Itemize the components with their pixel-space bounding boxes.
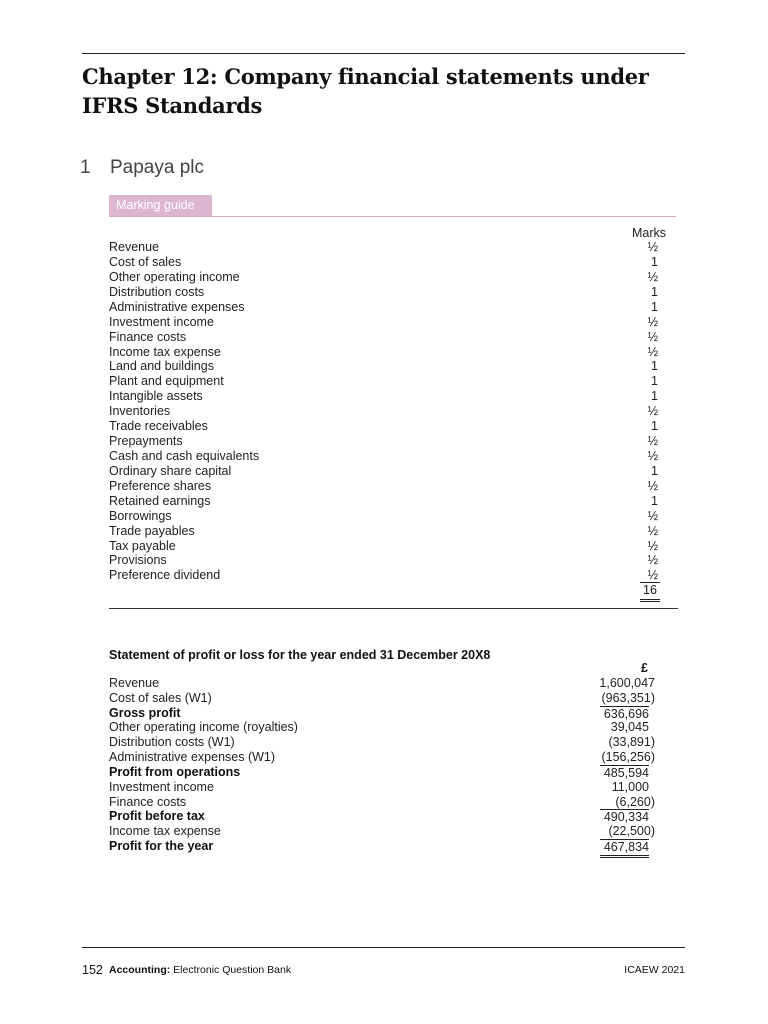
item-label: Distribution costs	[109, 285, 205, 299]
list-item	[109, 434, 666, 449]
marking-guide-badge: Marking guide	[109, 195, 212, 216]
row-amount: 490,334	[600, 809, 649, 825]
item-label: Other operating income	[109, 270, 240, 284]
item-label: Inventories	[109, 404, 171, 418]
list-item	[109, 568, 666, 583]
item-mark: ½	[647, 568, 658, 582]
item-mark: 1	[651, 285, 658, 299]
table-row	[109, 809, 654, 824]
table-row	[109, 795, 654, 810]
row-label: Profit before tax	[109, 809, 205, 823]
row-amount: (6,260)	[615, 795, 655, 809]
list-item	[109, 345, 666, 360]
footer-book-title	[109, 963, 291, 977]
item-mark: 1	[651, 389, 658, 403]
row-label: Finance costs	[109, 795, 187, 809]
item-mark: ½	[647, 509, 658, 523]
table-row	[109, 780, 654, 795]
item-mark: 1	[651, 359, 658, 373]
item-label: Borrowings	[109, 509, 172, 523]
marks-total-value: 16	[640, 582, 660, 602]
item-label: Investment income	[109, 315, 214, 329]
row-label: Investment income	[109, 780, 214, 794]
item-mark: ½	[647, 479, 658, 493]
item-label: Preference shares	[109, 479, 212, 493]
list-item	[109, 240, 666, 255]
footer-book-rest: Electronic Question Bank	[173, 964, 292, 976]
item-label: Preference dividend	[109, 568, 221, 582]
item-label: Income tax expense	[109, 345, 221, 359]
row-label: Cost of sales (W1)	[109, 691, 212, 705]
item-mark: ½	[647, 553, 658, 567]
item-label: Intangible assets	[109, 389, 203, 403]
list-item	[109, 255, 666, 270]
row-label: Gross profit	[109, 706, 181, 720]
item-mark: ½	[647, 539, 658, 553]
list-item	[109, 509, 666, 524]
row-label: Other operating income (royalties)	[109, 720, 298, 734]
chapter-title: Chapter 12: Company financial statements under IFRS Standards	[82, 64, 649, 118]
row-label: Distribution costs (W1)	[109, 735, 235, 749]
statement-title: Statement of profit or loss for the year ended 31 December 20X8	[109, 648, 491, 662]
list-item	[109, 315, 666, 330]
item-mark: ½	[647, 315, 658, 329]
list-item	[109, 300, 666, 315]
list-item	[109, 389, 666, 404]
item-mark: ½	[647, 449, 658, 463]
row-label: Administrative expenses (W1)	[109, 750, 276, 764]
item-mark: ½	[647, 524, 658, 538]
page-number: 152	[82, 963, 103, 977]
row-amount: (22,500)	[608, 824, 655, 838]
row-amount: (156,256)	[601, 750, 655, 764]
row-amount: 636,696	[600, 706, 649, 722]
header-rule	[82, 53, 685, 54]
item-mark: 1	[651, 419, 658, 433]
row-amount: 39,045	[610, 720, 649, 734]
question-title: Papaya plc	[110, 157, 205, 178]
item-label: Prepayments	[109, 434, 183, 448]
list-item	[109, 330, 666, 345]
row-amount: (33,891)	[608, 735, 655, 749]
item-mark: ½	[647, 404, 658, 418]
table-row	[109, 720, 654, 735]
marks-column-header: Marks	[631, 226, 666, 240]
item-label: Trade receivables	[109, 419, 208, 433]
row-amount: 11,000	[611, 780, 649, 794]
row-amount: (963,351)	[601, 691, 655, 705]
list-item	[109, 419, 666, 434]
row-label: Profit for the year	[109, 839, 214, 853]
item-label: Plant and equipment	[109, 374, 224, 388]
table-row	[109, 691, 654, 706]
item-label: Provisions	[109, 553, 167, 567]
list-item	[109, 539, 666, 554]
list-item	[109, 270, 666, 285]
marking-guide-end-rule	[109, 608, 678, 609]
table-row	[109, 839, 654, 854]
row-amount: 1,600,047	[599, 676, 655, 690]
list-item	[109, 359, 666, 374]
footer-rule	[82, 947, 685, 948]
item-mark: 1	[651, 464, 658, 478]
table-row	[109, 750, 654, 765]
row-amount: 467,834	[600, 839, 649, 858]
item-mark: 1	[651, 494, 658, 508]
item-label: Finance costs	[109, 330, 187, 344]
marking-guide-rule	[109, 216, 676, 217]
item-mark: ½	[647, 330, 658, 344]
item-label: Ordinary share capital	[109, 464, 232, 478]
row-amount: 485,594	[600, 765, 649, 781]
list-item	[109, 553, 666, 568]
marks-total	[640, 582, 660, 602]
item-mark: 1	[651, 374, 658, 388]
footer-copyright: ICAEW 2021	[624, 964, 685, 976]
item-mark: 1	[651, 255, 658, 269]
item-label: Cost of sales	[109, 255, 182, 269]
item-mark: ½	[647, 434, 658, 448]
row-label: Revenue	[109, 676, 160, 690]
list-item	[109, 374, 666, 389]
list-item	[109, 479, 666, 494]
list-item	[109, 285, 666, 300]
row-label: Profit from operations	[109, 765, 241, 779]
list-item	[109, 449, 666, 464]
item-mark: ½	[647, 240, 658, 254]
question-number: 1	[80, 157, 91, 178]
list-item	[109, 494, 666, 509]
item-label: Retained earnings	[109, 494, 211, 508]
currency-header: £	[641, 661, 648, 675]
item-label: Revenue	[109, 240, 160, 254]
item-mark: ½	[647, 345, 658, 359]
table-row	[109, 824, 654, 839]
row-label: Income tax expense	[109, 824, 221, 838]
item-label: Tax payable	[109, 539, 176, 553]
table-row	[109, 735, 654, 750]
table-row	[109, 765, 654, 780]
list-item	[109, 404, 666, 419]
table-row	[109, 706, 654, 721]
footer-book-bold: Accounting:	[109, 964, 171, 976]
item-label: Trade payables	[109, 524, 195, 538]
list-item	[109, 524, 666, 539]
list-item	[109, 464, 666, 479]
item-mark: ½	[647, 270, 658, 284]
item-label: Administrative expenses	[109, 300, 245, 314]
item-label: Cash and cash equivalents	[109, 449, 260, 463]
item-label: Land and buildings	[109, 359, 214, 373]
item-mark: 1	[651, 300, 658, 314]
table-row	[109, 676, 654, 691]
